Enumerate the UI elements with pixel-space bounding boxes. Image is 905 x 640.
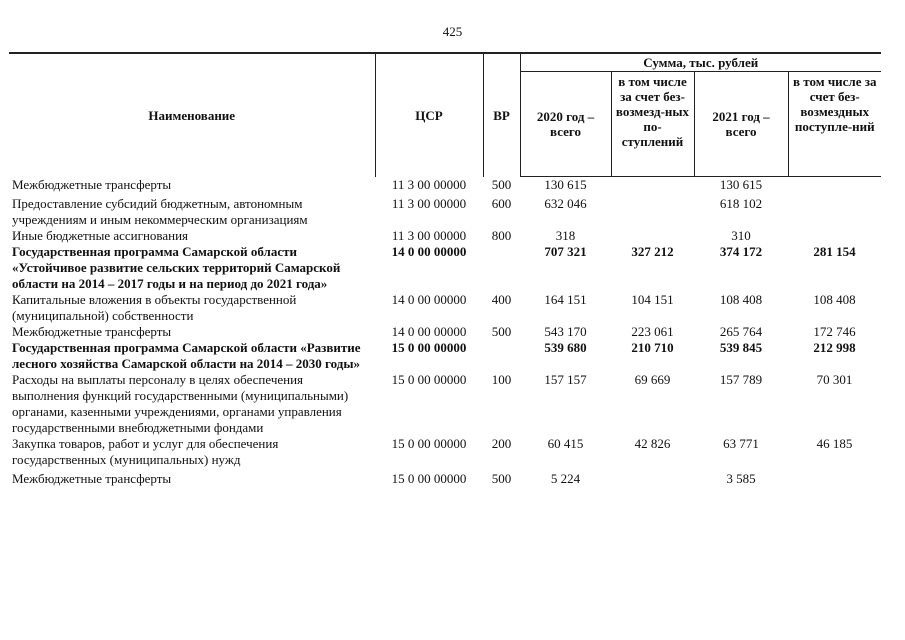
- row-2020-total: 5 224: [550, 471, 581, 486]
- row-vr: 500: [491, 471, 512, 486]
- table-row-program: [9, 340, 881, 372]
- header-2020-total: 2020 год – всего: [520, 72, 611, 177]
- table-row: [9, 372, 881, 436]
- row-csr: 15 0 00 00000: [391, 372, 467, 387]
- row-2021-free: [788, 177, 881, 194]
- row-2021-free: [788, 468, 881, 487]
- row-2021-free: [788, 228, 881, 244]
- row-name: Расходы на выплаты персоналу в целях обеспечения выполнения функций государственными (муниципальными) органами, казенными учреждениями, органами управления государственными внебюджетными фондами: [12, 372, 349, 435]
- row-2021-total: 310: [731, 228, 751, 243]
- row-2020-free: 42 826: [634, 436, 671, 451]
- row-2020-total: 707 321: [544, 244, 587, 259]
- header-vr: ВР: [483, 53, 520, 177]
- table-row: [9, 436, 881, 468]
- row-vr: 100: [491, 372, 512, 387]
- row-2021-total: 3 585: [726, 471, 756, 486]
- row-csr: 14 0 00 00000: [391, 292, 467, 307]
- row-name: Капитальные вложения в объекты государственной (муниципальной) собственности: [12, 292, 297, 323]
- row-2020-free: [611, 228, 694, 244]
- row-2020-total: 130 615: [544, 177, 587, 192]
- row-2021-total: 157 789: [719, 372, 763, 387]
- row-2020-total: 157 157: [544, 372, 587, 387]
- header-2021-free: в том числе за счет без-возмездных поступле-ний: [788, 72, 881, 177]
- row-csr: 15 0 00 00000: [391, 471, 467, 486]
- row-name: Государственная программа Самарской области «Устойчивое развитие сельских территорий Самарской области на 2014 – 2017 годы и на период до 2021 года»: [12, 244, 341, 291]
- budget-table: [9, 52, 881, 487]
- row-2021-free: 108 408: [813, 292, 856, 307]
- row-2020-total: 164 151: [544, 292, 587, 307]
- table-body: [9, 177, 881, 488]
- row-2020-free: 104 151: [631, 292, 674, 307]
- row-name: Предоставление субсидий бюджетным, автономным учреждениям и иным некоммерческим организациям: [12, 196, 308, 227]
- row-2020-total: 539 680: [544, 340, 587, 355]
- row-2020-total: 318: [555, 228, 576, 243]
- row-csr: 11 3 00 00000: [391, 228, 467, 243]
- row-vr: 500: [491, 176, 512, 192]
- row-csr: 14 0 00 00000: [391, 324, 467, 339]
- row-csr: 11 3 00 00000: [391, 176, 467, 192]
- row-csr: 15 0 00 00000: [391, 340, 467, 355]
- header-name: Наименование: [9, 53, 375, 177]
- row-name: Межбюджетные трансферты: [12, 176, 172, 192]
- row-vr: 400: [491, 292, 512, 307]
- row-name: Иные бюджетные ассигнования: [12, 228, 189, 243]
- table-row: [9, 292, 881, 324]
- row-name: Межбюджетные трансферты: [12, 324, 172, 339]
- row-2021-total: 374 172: [719, 244, 763, 259]
- row-2021-total: 618 102: [719, 196, 763, 211]
- row-2020-free: 327 212: [631, 244, 674, 259]
- table-row-program: [9, 244, 881, 292]
- header-csr: ЦСР: [375, 53, 483, 177]
- page-number: 425: [442, 24, 463, 39]
- row-name: Межбюджетные трансферты: [12, 471, 172, 486]
- row-2020-free: 69 669: [634, 372, 671, 387]
- row-2021-total: 539 845: [719, 340, 763, 355]
- table-row: [9, 324, 881, 340]
- header-2021-total: 2021 год – всего: [694, 72, 788, 177]
- row-2021-free: [788, 193, 881, 228]
- table-row: [9, 177, 881, 194]
- row-2020-free: 210 710: [631, 340, 674, 355]
- header-2020-free: в том числе за счет без-возмезд-ных по-ступлений: [611, 72, 694, 177]
- row-2021-total: 265 764: [719, 324, 763, 339]
- row-vr: 500: [491, 324, 512, 339]
- table-header: [9, 53, 881, 177]
- table-row: [9, 228, 881, 244]
- row-2021-free: 212 998: [813, 340, 856, 355]
- table-row: [9, 468, 881, 487]
- table-row: [9, 193, 881, 228]
- row-name: Закупка товаров, работ и услуг для обеспечения государственных (муниципальных) нужд: [12, 436, 279, 467]
- row-2021-total: 63 771: [723, 436, 759, 451]
- row-2021-free: 46 185: [816, 436, 853, 451]
- row-vr: 800: [491, 228, 512, 243]
- row-2020-free: 223 061: [631, 324, 674, 339]
- row-vr: [483, 244, 520, 292]
- row-vr: 600: [491, 196, 512, 211]
- row-csr: 11 3 00 00000: [391, 196, 467, 211]
- row-2020-free: [611, 468, 694, 487]
- row-2021-free: 281 154: [813, 244, 856, 259]
- row-csr: 15 0 00 00000: [391, 436, 467, 451]
- row-2020-total: 543 170: [544, 324, 587, 339]
- row-2021-total: 108 408: [719, 292, 763, 307]
- header-sum-group: Сумма, тыс. рублей: [520, 53, 881, 72]
- row-vr: 200: [491, 436, 512, 451]
- row-2020-free: [611, 193, 694, 228]
- row-2021-free: 70 301: [816, 372, 853, 387]
- row-2021-total: 130 615: [719, 177, 763, 192]
- row-csr: 14 0 00 00000: [391, 244, 467, 259]
- row-name: Государственная программа Самарской области «Развитие лесного хозяйства Самарской области на 2014 – 2030 годы»: [12, 340, 361, 371]
- row-2020-total: 60 415: [547, 436, 584, 451]
- row-2020-free: [611, 177, 694, 194]
- row-2021-free: 172 746: [813, 324, 856, 339]
- row-2020-total: 632 046: [544, 196, 587, 211]
- row-vr: [483, 340, 520, 372]
